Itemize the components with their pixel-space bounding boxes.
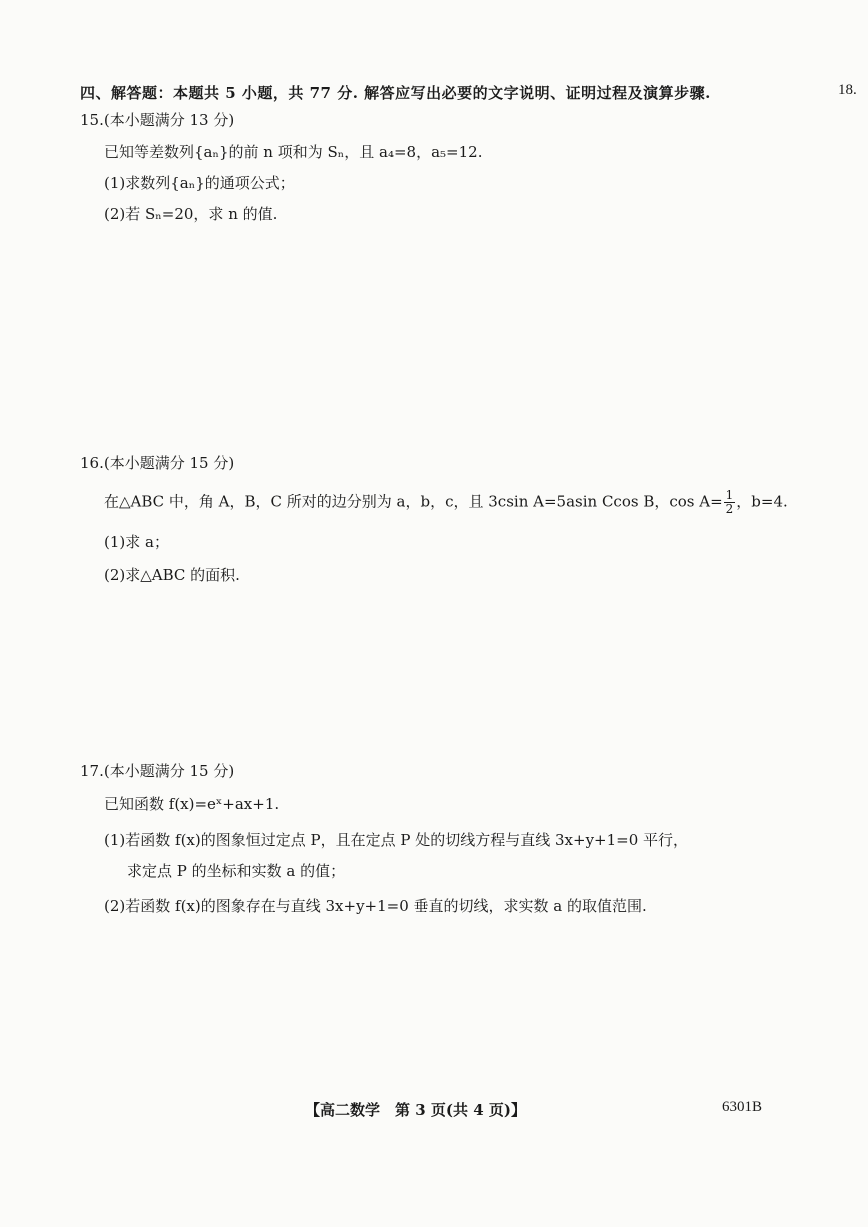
q16-part1: (1)求 a； — [104, 533, 169, 551]
q17-stem: 已知函数 f(x)=eˣ+ax+1. — [104, 795, 280, 813]
margin-question-number: 18. — [838, 82, 857, 98]
paper-code: 6301B — [722, 1099, 763, 1115]
q16-stem — [104, 489, 788, 516]
q16-stem-text: 在△ABC 中，角 A，B，C 所对的边分别为 a，b，c，且 3csin A=5asin Ccos B，cos A= — [104, 492, 723, 511]
q17-header: 17.(本小题满分 15 分) — [80, 762, 235, 780]
q16-part2: (2)求△ABC 的面积. — [104, 566, 240, 584]
page-footer: 【高二数学 第 3 页(共 4 页)】 — [305, 1101, 526, 1119]
q16-stem-tail: ，b=4. — [736, 492, 788, 511]
q17-part1-line2: 求定点 P 的坐标和实数 a 的值； — [127, 862, 346, 880]
q15-stem: 已知等差数列{aₙ}的前 n 项和为 Sₙ，且 a₄=8，a₅=12. — [104, 143, 483, 161]
fraction-one-half — [724, 489, 736, 516]
q16-header: 16.(本小题满分 15 分) — [80, 454, 235, 472]
q15-part2: (2)若 Sₙ=20，求 n 的值. — [104, 205, 278, 223]
q17-part2: (2)若函数 f(x)的图象存在与直线 3x+y+1=0 垂直的切线，求实数 a 的取值范围. — [104, 897, 647, 915]
fraction-numerator: 1 — [725, 488, 734, 502]
fraction-denominator: 2 — [725, 502, 734, 516]
q15-part1: (1)求数列{aₙ}的通项公式； — [104, 174, 295, 192]
q15-header: 15.(本小题满分 13 分) — [80, 111, 235, 129]
q17-part1-line1: (1)若函数 f(x)的图象恒过定点 P，且在定点 P 处的切线方程与直线 3x+y+1=0 平行， — [104, 831, 689, 849]
section-heading: 四、解答题：本题共 5 小题，共 77 分. 解答应写出必要的文字说明、证明过程及演算步骤. — [80, 84, 711, 102]
